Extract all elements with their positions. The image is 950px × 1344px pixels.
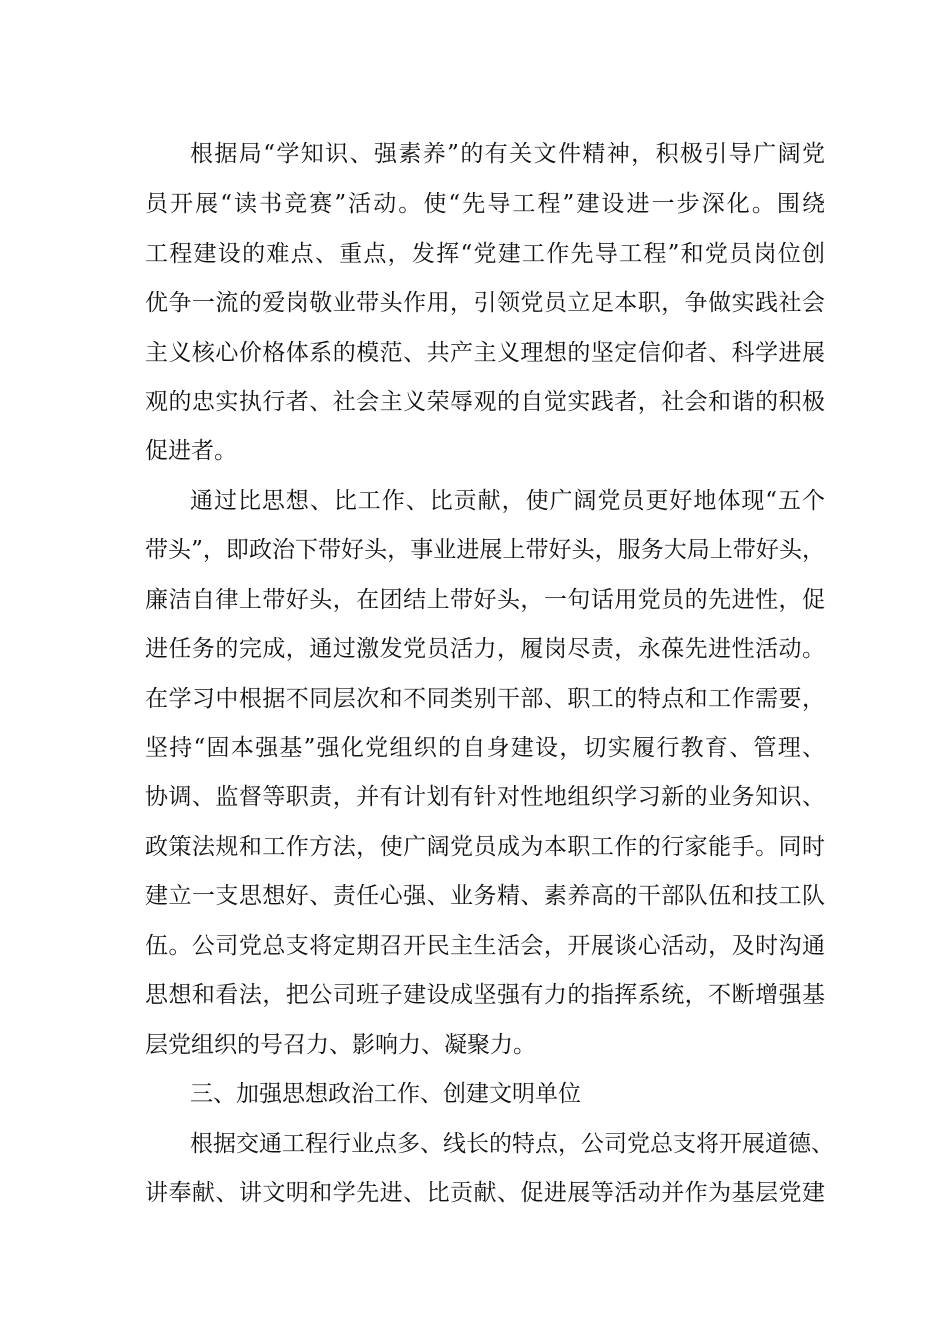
paragraph-2-line-8: 政策法规和工作方法，使广阔党员成为本职工作的行家能手。同时 — [145, 834, 825, 860]
paragraph-2-line-6: 坚持“固本强基”强化党组织的自身建设，切实履行教育、管理、 — [145, 735, 825, 761]
paragraph-1-line-4: 优争一流的爱岗敬业带头作用，引领党员立足本职，争做实践社会 — [145, 290, 825, 316]
paragraph-1-line-3: 工程建设的难点、重点，发挥“党建工作先导工程”和党员岗位创 — [145, 241, 825, 267]
paragraph-2-line-10: 伍。公司党总支将定期召开民主生活会，开展谈心活动，及时沟通 — [145, 933, 825, 959]
paragraph-2-line-12: 层党组织的号召力、影响力、凝聚力。 — [145, 1032, 536, 1058]
paragraph-2-line-4: 进任务的完成，通过激发党员活力，履岗尽责，永葆先进性活动。 — [145, 636, 825, 662]
section-heading: 三、加强思想政治工作、创建文明单位 — [190, 1081, 581, 1107]
paragraph-1-line-2: 员开展“读书竞赛”活动。使“先导工程”建设进一步深化。围绕 — [145, 191, 825, 217]
paragraph-1-line-1: 根据局“学知识、强素养”的有关文件精神，积极引导广阔党 — [190, 141, 825, 167]
paragraph-2-line-5: 在学习中根据不同层次和不同类别干部、职工的特点和工作需要， — [145, 686, 825, 712]
paragraph-1-line-5: 主义核心价格体系的模范、共产主义理想的坚定信仰者、科学进展 — [145, 340, 825, 366]
paragraph-2-line-2: 带头”，即政治下带好头，事业进展上带好头，服务大局上带好头， — [145, 537, 825, 563]
paragraph-1-line-7: 促进者。 — [145, 438, 237, 464]
paragraph-2-line-9: 建立一支思想好、责任心强、业务精、素养高的干部队伍和技工队 — [145, 883, 825, 909]
paragraph-3-line-2: 讲奉献、讲文明和学先进、比贡献、促进展等活动并作为基层党建 — [145, 1180, 825, 1206]
paragraph-2-line-11: 思想和看法，把公司班子建设成坚强有力的指挥系统，不断增强基 — [145, 982, 825, 1008]
paragraph-2-line-3: 廉洁自律上带好头，在团结上带好头，一句话用党员的先进性，促 — [145, 587, 825, 613]
paragraph-3-line-1: 根据交通工程行业点多、线长的特点，公司党总支将开展道德、 — [190, 1131, 834, 1157]
paragraph-2-line-7: 协调、监督等职责，并有计划有针对性地组织学习新的业务知识、 — [145, 784, 825, 810]
paragraph-1-line-6: 观的忠实执行者、社会主义荣辱观的自觉实践者，社会和谐的积极 — [145, 389, 825, 415]
paragraph-2-line-1: 通过比思想、比工作、比贡献，使广阔党员更好地体现“五个 — [190, 488, 825, 514]
